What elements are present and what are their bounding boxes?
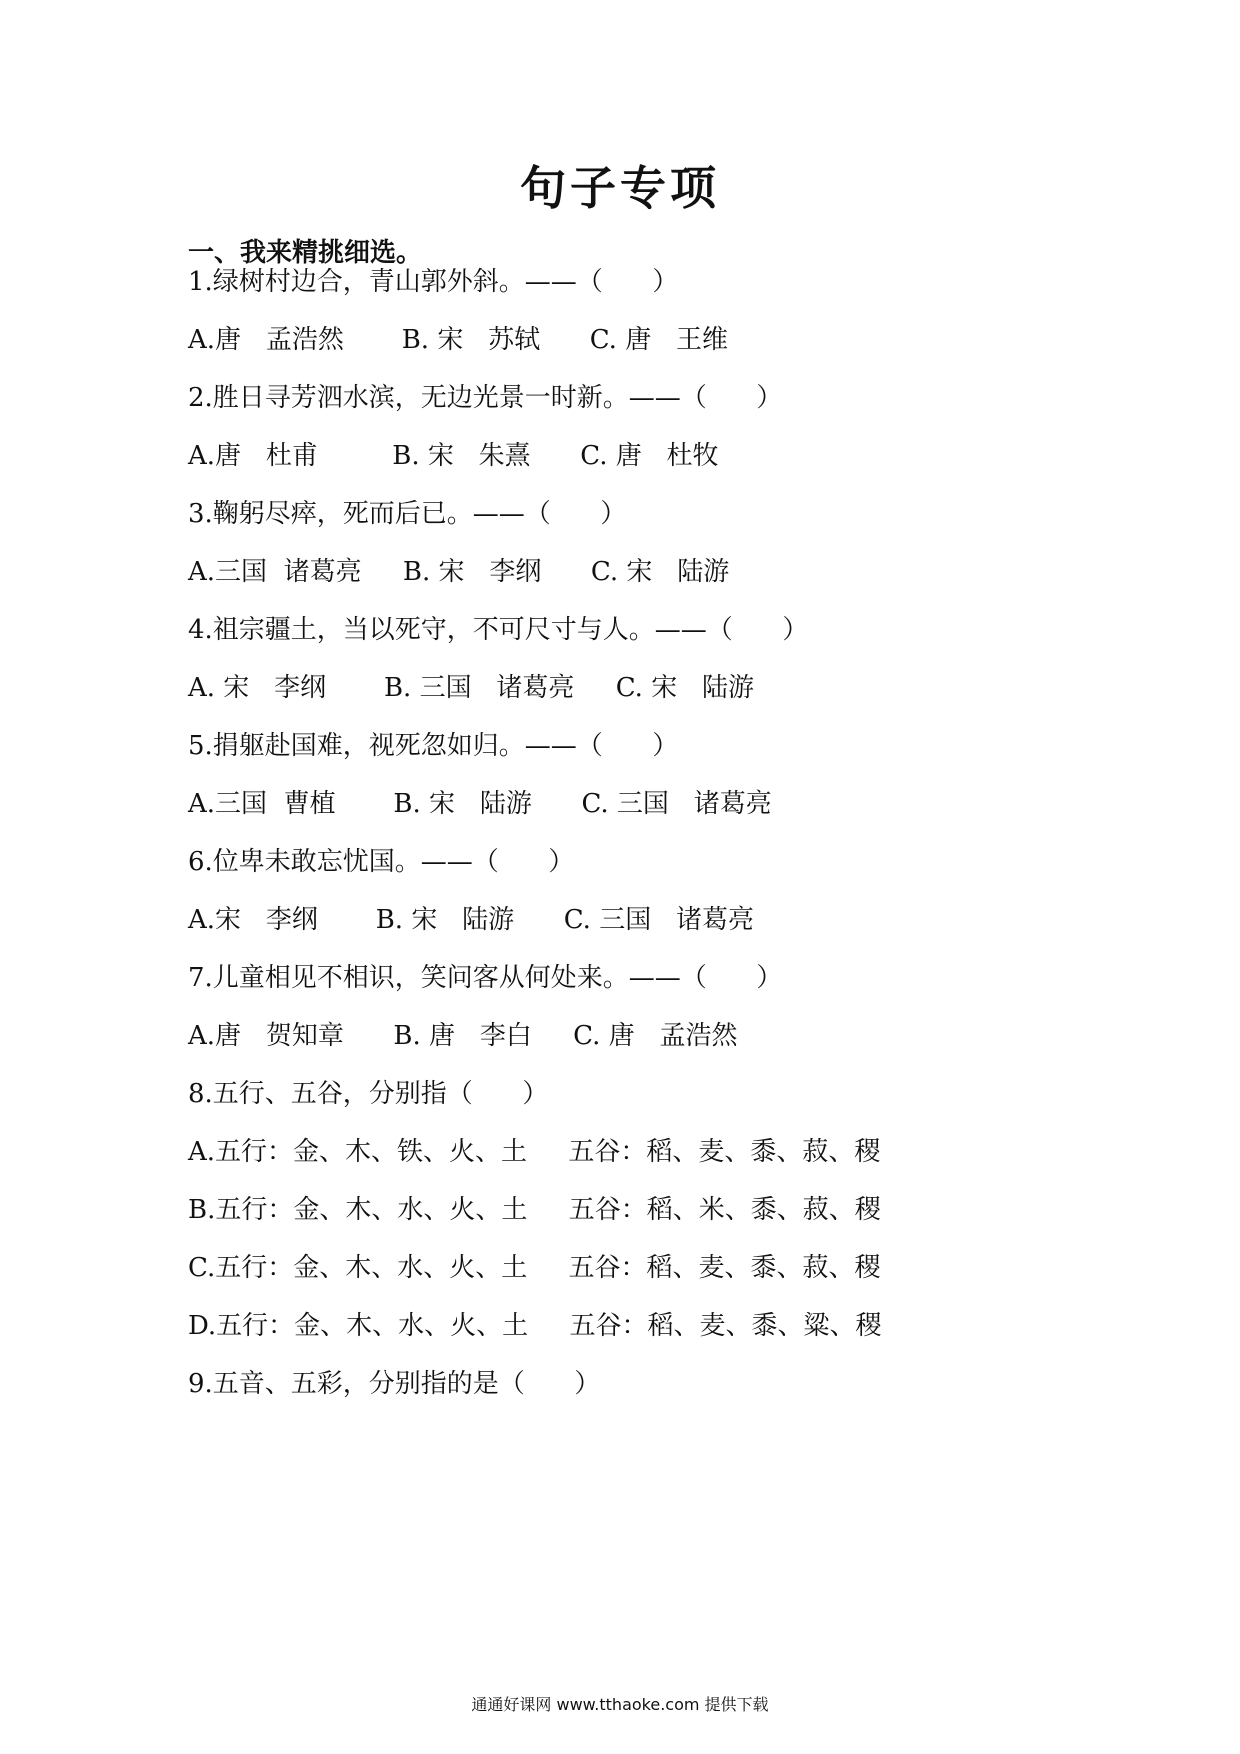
options-6: A.宋 李纲 B. 宋 陆游 C. 三国 诸葛亮 xyxy=(188,905,754,935)
options-3: A.三国 诸葛亮 B. 宋 李纲 C. 宋 陆游 xyxy=(188,557,730,587)
section-heading: 一、我来精挑细选。 xyxy=(188,238,423,268)
option-8c: C.五行：金、木、水、火、土 五谷：稻、麦、黍、菽、稷 xyxy=(188,1253,881,1283)
options-7: A.唐 贺知章 B. 唐 李白 C. 唐 孟浩然 xyxy=(188,1021,738,1051)
option-8b: B.五行：金、木、水、火、土 五谷：稻、米、黍、菽、稷 xyxy=(188,1195,881,1225)
question-3: 3.鞠躬尽瘁，死而后已。——（ ） xyxy=(188,499,627,529)
question-4: 4.祖宗疆土，当以死守，不可尺寸与人。——（ ） xyxy=(188,615,809,645)
options-1: A.唐 孟浩然 B. 宋 苏轼 C. 唐 王维 xyxy=(188,325,728,355)
options-4: A. 宋 李纲 B. 三国 诸葛亮 C. 宋 陆游 xyxy=(188,673,754,703)
option-8d: D.五行：金、木、水、火、土 五谷：稻、麦、黍、粱、稷 xyxy=(188,1311,882,1341)
question-5: 5.捐躯赴国难，视死忽如归。——（ ） xyxy=(188,731,679,761)
option-8a: A.五行：金、木、铁、火、土 五谷：稻、麦、黍、菽、稷 xyxy=(188,1137,881,1167)
question-6: 6.位卑未敢忘忧国。——（ ） xyxy=(188,847,575,877)
question-7: 7.儿童相见不相识，笑问客从何处来。——（ ） xyxy=(188,963,783,993)
page-title: 句子专项 xyxy=(520,161,720,215)
question-9: 9.五音、五彩，分别指的是（ ） xyxy=(188,1369,601,1399)
options-5: A.三国 曹植 B. 宋 陆游 C. 三国 诸葛亮 xyxy=(188,789,772,819)
footer-text: 通通好课网 www.tthaoke.com 提供下载 xyxy=(471,1695,769,1714)
question-8: 8.五行、五谷，分别指（ ） xyxy=(188,1079,549,1109)
options-2: A.唐 杜甫 B. 宋 朱熹 C. 唐 杜牧 xyxy=(188,441,719,471)
question-1: 1.绿树村边合，青山郭外斜。——（ ） xyxy=(188,267,679,297)
question-2: 2.胜日寻芳泗水滨，无边光景一时新。——（ ） xyxy=(188,383,783,413)
